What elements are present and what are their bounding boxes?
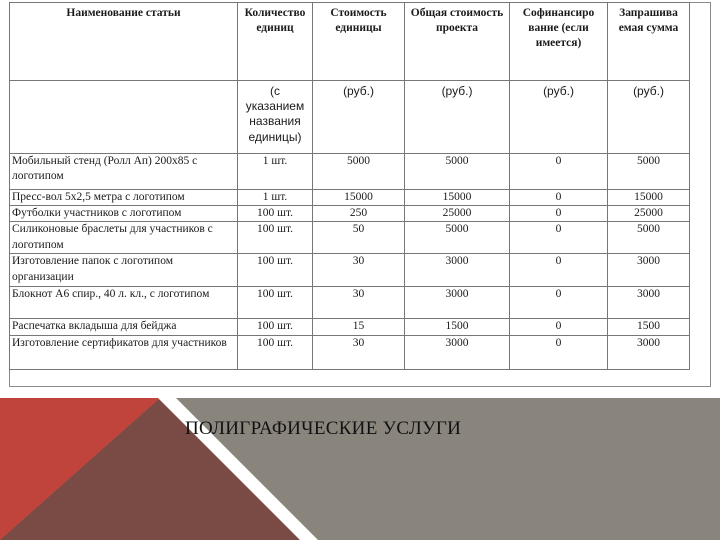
header-row	[10, 3, 690, 81]
table-row	[10, 222, 690, 254]
table-row	[10, 319, 690, 335]
cell-item-name: Распечатка вкладыша для бейджа	[10, 319, 238, 335]
header-cofinancing: Софинансиро вание (если имеется)	[510, 3, 608, 81]
unit-item-name	[10, 81, 238, 154]
cell-quantity: 1 шт.	[238, 154, 313, 190]
cell-requested-sum: 25000	[608, 206, 690, 222]
cell-unit-cost: 30	[313, 287, 405, 319]
cell-item-name: Пресс-вол 5х2,5 метра с логотипом	[10, 190, 238, 206]
slide-title: ПОЛИГРАФИЧЕСКИЕ УСЛУГИ	[185, 418, 462, 439]
table-row	[10, 206, 690, 222]
cell-quantity: 100 шт.	[238, 335, 313, 369]
cell-requested-sum: 3000	[608, 287, 690, 319]
cell-item-name: Изготовление папок с логотипом организации	[10, 254, 238, 287]
table-row	[10, 254, 690, 287]
cell-unit-cost: 30	[313, 254, 405, 287]
cell-total-cost: 5000	[405, 222, 510, 254]
cell-quantity: 100 шт.	[238, 319, 313, 335]
header-total-cost: Общая стоимость проекта	[405, 3, 510, 81]
units-row	[10, 81, 690, 154]
cell-cofinancing: 0	[510, 154, 608, 190]
header-item-name: Наименование статьи	[10, 3, 238, 81]
cell-item-name: Силиконовые браслеты для участников с логотипом	[10, 222, 238, 254]
cell-requested-sum: 3000	[608, 254, 690, 287]
cell-unit-cost: 15000	[313, 190, 405, 206]
cell-quantity: 100 шт.	[238, 206, 313, 222]
cell-quantity: 1 шт.	[238, 190, 313, 206]
cell-quantity: 100 шт.	[238, 222, 313, 254]
cell-cofinancing: 0	[510, 222, 608, 254]
cell-cofinancing: 0	[510, 190, 608, 206]
cell-cofinancing: 0	[510, 206, 608, 222]
unit-unit-cost: (руб.)	[313, 81, 405, 154]
header-requested-sum: Запрашива емая сумма	[608, 3, 690, 81]
table-row	[10, 154, 690, 190]
cell-quantity: 100 шт.	[238, 287, 313, 319]
cell-total-cost: 15000	[405, 190, 510, 206]
cell-item-name: Мобильный стенд (Ролл Ап) 200х85 с логотипом	[10, 154, 238, 190]
cell-requested-sum: 15000	[608, 190, 690, 206]
cell-requested-sum: 3000	[608, 335, 690, 369]
cell-cofinancing: 0	[510, 287, 608, 319]
cell-total-cost: 5000	[405, 154, 510, 190]
cell-unit-cost: 5000	[313, 154, 405, 190]
cell-total-cost: 3000	[405, 287, 510, 319]
cell-unit-cost: 30	[313, 335, 405, 369]
header-unit-cost: Стоимость единицы	[313, 3, 405, 81]
table-row	[10, 287, 690, 319]
cell-cofinancing: 0	[510, 335, 608, 369]
cell-quantity: 100 шт.	[238, 254, 313, 287]
cell-total-cost: 3000	[405, 335, 510, 369]
cell-unit-cost: 50	[313, 222, 405, 254]
cell-total-cost: 25000	[405, 206, 510, 222]
unit-requested-sum: (руб.)	[608, 81, 690, 154]
cell-total-cost: 3000	[405, 254, 510, 287]
cell-requested-sum: 1500	[608, 319, 690, 335]
header-quantity: Количество единиц	[238, 3, 313, 81]
cell-unit-cost: 250	[313, 206, 405, 222]
cell-cofinancing: 0	[510, 254, 608, 287]
cell-cofinancing: 0	[510, 319, 608, 335]
unit-cofinancing: (руб.)	[510, 81, 608, 154]
cell-total-cost: 1500	[405, 319, 510, 335]
table-body	[10, 154, 690, 370]
cell-item-name: Блокнот А6 спир., 40 л. кл., с логотипом	[10, 287, 238, 319]
table-row	[10, 335, 690, 369]
unit-total-cost: (руб.)	[405, 81, 510, 154]
unit-quantity: (с указанием названия единицы)	[238, 81, 313, 154]
table-row	[10, 190, 690, 206]
cell-item-name: Изготовление сертификатов для участников	[10, 335, 238, 369]
cell-unit-cost: 15	[313, 319, 405, 335]
cell-requested-sum: 5000	[608, 222, 690, 254]
budget-table	[9, 2, 690, 370]
cell-requested-sum: 5000	[608, 154, 690, 190]
cell-item-name: Футболки участников с логотипом	[10, 206, 238, 222]
